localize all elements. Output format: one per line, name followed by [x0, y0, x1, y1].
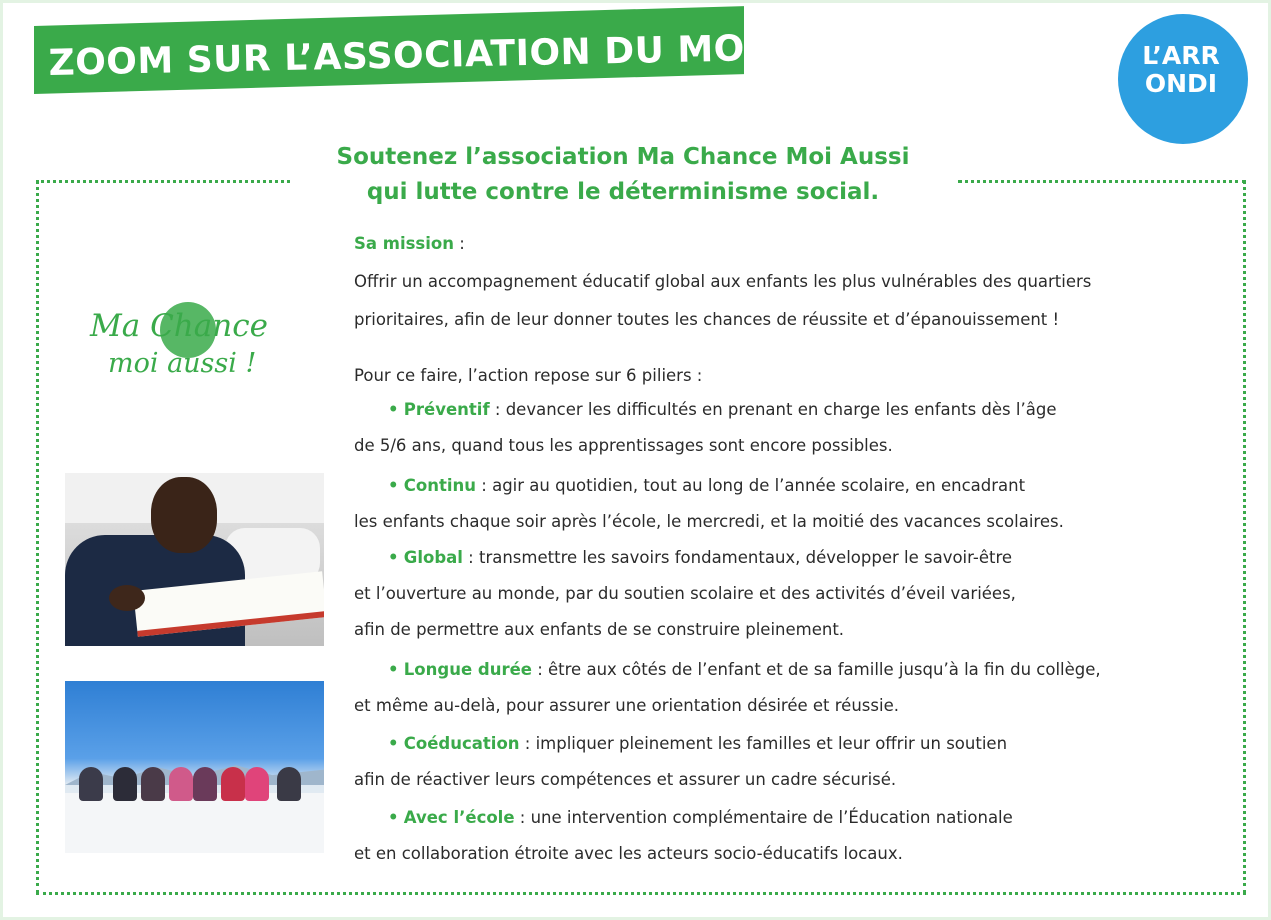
photo-snow	[65, 793, 324, 853]
arrondi-logo	[1116, 14, 1250, 164]
frame-top-left	[36, 180, 290, 183]
bullet-icon: •	[388, 734, 399, 753]
pillar-text-continued: et en collaboration étroite avec les acteurs socio-éducatifs locaux.	[354, 844, 903, 863]
pillar-text-continued: les enfants chaque soir après l’école, le mercredi, et la moitié des vacances scolaires.	[354, 512, 1064, 531]
pillar-text: : agir au quotidien, tout au long de l’année scolaire, en encadrant	[476, 476, 1026, 495]
pillar-text-continued: et même au-delà, pour assurer une orientation désirée et réussie.	[354, 696, 899, 715]
logo-text	[1116, 42, 1246, 98]
photo-child-hand	[109, 585, 145, 611]
photo-child-head	[151, 477, 217, 553]
association-logo-line1: Ma Chance	[90, 308, 268, 344]
mission-heading-line	[354, 232, 465, 256]
banner-title: ZOOM SUR L’ASSOCIATION DU MOIS	[48, 27, 786, 84]
pillar-name: Global	[403, 548, 463, 567]
mission-heading-suffix: :	[454, 234, 465, 253]
subtitle	[290, 140, 956, 210]
pillar-text-continued: de 5/6 ans, quand tous les apprentissages sont encore possibles.	[354, 436, 893, 455]
pillar-preventif	[388, 398, 1056, 422]
photo-person	[221, 767, 245, 801]
subtitle-line1: Soutenez l’association Ma Chance Moi Aussi	[336, 144, 910, 170]
bullet-icon: •	[388, 660, 399, 679]
pillar-coeducation	[388, 732, 1007, 756]
pillar-text: : transmettre les savoirs fondamentaux, développer le savoir-être	[462, 548, 1013, 567]
frame-right	[1243, 180, 1246, 894]
photo-person	[113, 767, 137, 801]
bullet-icon: •	[388, 548, 399, 567]
frame-top-right	[958, 180, 1246, 183]
pillar-text-continued: afin de réactiver leurs compétences et assurer un cadre sécurisé.	[354, 770, 897, 789]
bullet-icon: •	[388, 808, 399, 827]
pillar-name: Longue durée	[403, 660, 532, 679]
pillar-continu	[388, 474, 1025, 498]
frame-left	[36, 180, 39, 894]
pillar-text: : devancer les difficultés en prenant en charge les enfants dès l’âge	[489, 400, 1057, 419]
pillar-name: Avec l’école	[403, 808, 515, 827]
photo-person	[79, 767, 103, 801]
pillar-text: : impliquer pleinement les familles et leur offrir un soutien	[519, 734, 1008, 753]
mission-text-line1: Offrir un accompagnement éducatif global aux enfants les plus vulnérables des quartiers	[354, 272, 1092, 291]
photo-person	[277, 767, 301, 801]
pillar-text-continued: et l’ouverture au monde, par du soutien scolaire et des activités d’éveil variées,	[354, 584, 1016, 603]
subtitle-line2: qui lutte contre le déterminisme social.	[366, 179, 880, 205]
photo-person	[141, 767, 165, 801]
mission-heading: Sa mission	[354, 234, 454, 253]
bullet-icon: •	[388, 400, 399, 419]
pillar-longue-duree	[388, 658, 1101, 682]
frame-bottom	[36, 892, 1246, 895]
pillar-global	[388, 546, 1012, 570]
photo-snow-group	[65, 681, 324, 853]
photo-child-reading	[65, 473, 324, 646]
pillar-name: Coéducation	[403, 734, 520, 753]
photo-person	[169, 767, 193, 801]
mission-text-line2: prioritaires, afin de leur donner toutes les chances de réussite et d’épanouissement !	[354, 310, 1060, 329]
pillar-text-continued: afin de permettre aux enfants de se construire pleinement.	[354, 620, 845, 639]
pillar-text: : être aux côtés de l’enfant et de sa famille jusqu’à la fin du collège,	[531, 660, 1101, 679]
photo-person	[245, 767, 269, 801]
pillar-avec-l-ecole	[388, 806, 1013, 830]
association-logo	[80, 290, 310, 400]
bullet-icon: •	[388, 476, 399, 495]
association-logo-line2: moi aussi !	[108, 348, 257, 379]
pillar-name: Continu	[403, 476, 477, 495]
pillar-name: Préventif	[403, 400, 490, 419]
pillar-text: : une intervention complémentaire de l’Éducation nationale	[514, 808, 1013, 827]
pillars-intro: Pour ce faire, l’action repose sur 6 piliers :	[354, 366, 703, 385]
logo-text-line1: L’ARR	[1142, 41, 1220, 70]
logo-text-line2: ONDI	[1144, 69, 1218, 98]
photo-person	[193, 767, 217, 801]
